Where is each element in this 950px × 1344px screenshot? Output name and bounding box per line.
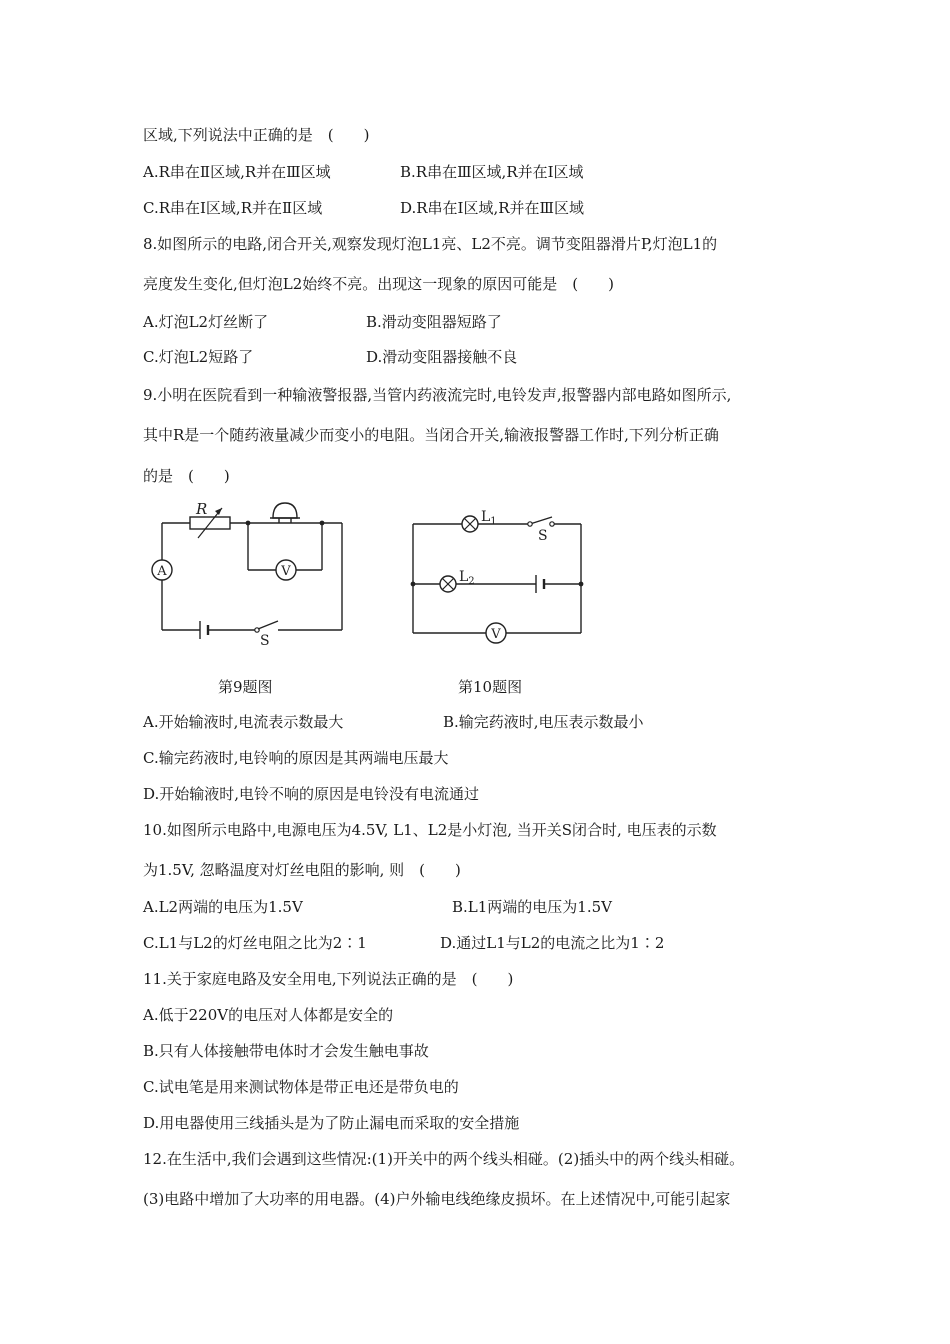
lamp-l1-label (481, 509, 497, 527)
q8-option-d: D.滑动变阻器接触不良 (366, 348, 518, 366)
q7-option-c: C.R串在Ⅰ区域,R并在Ⅱ区域 (143, 199, 323, 217)
q7-stem-tail: 区域,下列说法中正确的是 ( ) (143, 126, 370, 144)
lamp-l1-subscript: 1 (490, 516, 497, 527)
lamp-l2-icon (440, 576, 456, 592)
q8-option-c: C.灯泡L2短路了 (143, 348, 254, 366)
battery-icon (200, 621, 208, 639)
q9-option-c: C.输完药液时,电铃响的原因是其两端电压最大 (143, 749, 449, 767)
lamp-l1-icon (462, 516, 478, 532)
q12-stem-line1: 12.在生活中,我们会遇到这些情况:(1)开关中的两个线头相碰。(2)插头中的两个线头相碰。 (143, 1150, 745, 1168)
q7-option-d: D.R串在Ⅰ区域,R并在Ⅲ区域 (400, 199, 585, 217)
q9-option-a: A.开始输液时,电流表示数最大 (143, 713, 344, 731)
switch-icon (255, 621, 278, 632)
voltmeter-label-fig10: V (491, 627, 501, 642)
lamp-l1-letter: L (481, 509, 491, 525)
q10-stem-line2: 为1.5V, 忽略温度对灯丝电阻的影响, 则 ( ) (143, 861, 461, 879)
figure-9-circuit (140, 490, 370, 650)
q8-stem-line2: 亮度发生变化,但灯泡L2始终不亮。出现这一现象的原因可能是 ( ) (143, 275, 614, 293)
q9-stem-line3: 的是 ( ) (143, 467, 230, 485)
q10-option-b: B.L1两端的电压为1.5V (452, 898, 612, 916)
q8-option-b: B.滑动变阻器短路了 (366, 313, 502, 331)
q9-option-b: B.输完药液时,电压表示数最小 (443, 713, 644, 731)
lamp-l2-label (459, 569, 475, 587)
q8-option-a: A.灯泡L2灯丝断了 (143, 313, 269, 331)
q11-stem: 11.关于家庭电路及安全用电,下列说法正确的是 ( ) (143, 970, 514, 988)
q9-stem-line1: 9.小明在医院看到一种输液警报器,当管内药液流完时,电铃发声,报警器内部电路如图所示, (143, 386, 732, 404)
q7-option-b: B.R串在Ⅲ区域,R并在Ⅰ区域 (400, 163, 584, 181)
bell-icon (270, 503, 300, 523)
figure-9-caption: 第9题图 (218, 678, 273, 696)
battery-icon-fig10 (536, 575, 544, 593)
q10-option-c: C.L1与L2的灯丝电阻之比为2∶1 (143, 934, 367, 952)
switch-label-fig10: S (538, 528, 548, 544)
lamp-l2-letter: L (459, 569, 469, 585)
q11-option-c: C.试电笔是用来测试物体是带正电还是带负电的 (143, 1078, 459, 1096)
q9-option-d: D.开始输液时,电铃不响的原因是电铃没有电流通过 (143, 785, 480, 803)
q8-stem-line1: 8.如图所示的电路,闭合开关,观察发现灯泡L1亮、L2不亮。调节变阻器滑片P,灯泡L1的 (143, 235, 718, 253)
switch-label: S (260, 633, 270, 649)
figure-10-circuit (400, 500, 600, 645)
q12-stem-line2: (3)电路中增加了大功率的用电器。(4)户外输电线绝缘皮损坏。在上述情况中,可能引起家 (143, 1190, 731, 1208)
q10-option-a: A.L2两端的电压为1.5V (143, 898, 303, 916)
q11-option-b: B.只有人体接触带电体时才会发生触电事故 (143, 1042, 429, 1060)
q11-option-a: A.低于220V的电压对人体都是安全的 (143, 1006, 394, 1024)
q11-option-d: D.用电器使用三线插头是为了防止漏电而采取的安全措施 (143, 1114, 520, 1132)
resistor-label: R (196, 500, 208, 518)
q10-option-d: D.通过L1与L2的电流之比为1∶2 (440, 934, 665, 952)
q9-stem-line2: 其中R是一个随药液量减少而变小的电阻。当闭合开关,输液报警器工作时,下列分析正确 (143, 426, 719, 444)
q10-stem-line1: 10.如图所示电路中,电源电压为4.5V, L1、L2是小灯泡, 当开关S闭合时, 电压表的示数 (143, 821, 717, 839)
q7-option-a: A.R串在Ⅱ区域,R并在Ⅲ区域 (143, 163, 331, 181)
ammeter-label: A (157, 564, 167, 579)
voltmeter-label: V (281, 564, 291, 579)
figure-10-caption: 第10题图 (458, 678, 523, 696)
lamp-l2-subscript: 2 (468, 576, 475, 587)
